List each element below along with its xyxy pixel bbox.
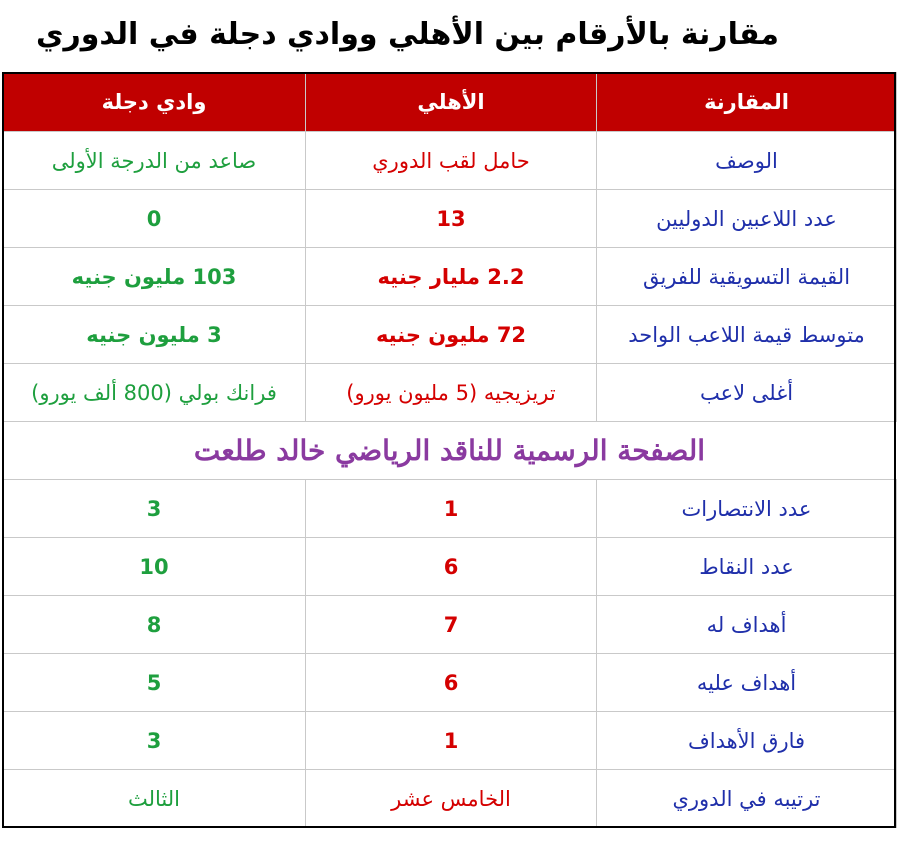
header-ahly: الأهلي (306, 73, 597, 132)
header-wadi-degla: وادي دجلة (3, 73, 306, 132)
comparison-table (2, 72, 897, 828)
ahly-value: 13 (306, 190, 597, 248)
table-row (3, 538, 897, 596)
ahly-value: 1 (306, 712, 597, 770)
page-title: مقارنة بالأرقام بين الأهلي ووادي دجلة في الدوري (35, 17, 780, 52)
table-row (3, 248, 897, 306)
table-row (3, 306, 897, 364)
wadi-value: صاعد من الدرجة الأولى (3, 132, 306, 190)
table-row (3, 364, 897, 422)
wadi-value: 10 (3, 538, 306, 596)
header-comparison: المقارنة (597, 73, 897, 132)
wadi-value: الثالث (3, 770, 306, 828)
table-header-row (3, 73, 897, 132)
row-label: عدد اللاعبين الدوليين (597, 190, 897, 248)
table-row (3, 770, 897, 828)
ahly-value: 2.2 مليار جنيه (306, 248, 597, 306)
ahly-value: الخامس عشر (306, 770, 597, 828)
ahly-value: 1 (306, 480, 597, 538)
row-label: عدد النقاط (597, 538, 897, 596)
ahly-value: 6 (306, 654, 597, 712)
wadi-value: 8 (3, 596, 306, 654)
row-label: متوسط قيمة اللاعب الواحد (597, 306, 897, 364)
table-row (3, 596, 897, 654)
wadi-value: 103 مليون جنيه (3, 248, 306, 306)
wadi-value: 3 (3, 480, 306, 538)
wadi-value: فرانك بولي (800 ألف يورو) (3, 364, 306, 422)
ahly-value: حامل لقب الدوري (306, 132, 597, 190)
row-label: فارق الأهداف (597, 712, 897, 770)
table-row (3, 654, 897, 712)
ahly-value: 7 (306, 596, 597, 654)
row-label: الوصف (597, 132, 897, 190)
table-row (3, 132, 897, 190)
row-label: القيمة التسويقية للفريق (597, 248, 897, 306)
table-row (3, 712, 897, 770)
wadi-value: 0 (3, 190, 306, 248)
table-row (3, 480, 897, 538)
table-row (3, 190, 897, 248)
row-label: أهداف له (597, 596, 897, 654)
ahly-value: 72 مليون جنيه (306, 306, 597, 364)
watermark-banner: الصفحة الرسمية للناقد الرياضي خالد طلعت (3, 422, 897, 480)
row-label: أهداف عليه (597, 654, 897, 712)
row-label: عدد الانتصارات (597, 480, 897, 538)
ahly-value: تريزيجيه (5 مليون يورو) (306, 364, 597, 422)
row-label: أغلى لاعب (597, 364, 897, 422)
wadi-value: 3 (3, 712, 306, 770)
ahly-value: 6 (306, 538, 597, 596)
wadi-value: 3 مليون جنيه (3, 306, 306, 364)
wadi-value: 5 (3, 654, 306, 712)
row-label: ترتيبه في الدوري (597, 770, 897, 828)
watermark-banner-row (3, 422, 897, 480)
